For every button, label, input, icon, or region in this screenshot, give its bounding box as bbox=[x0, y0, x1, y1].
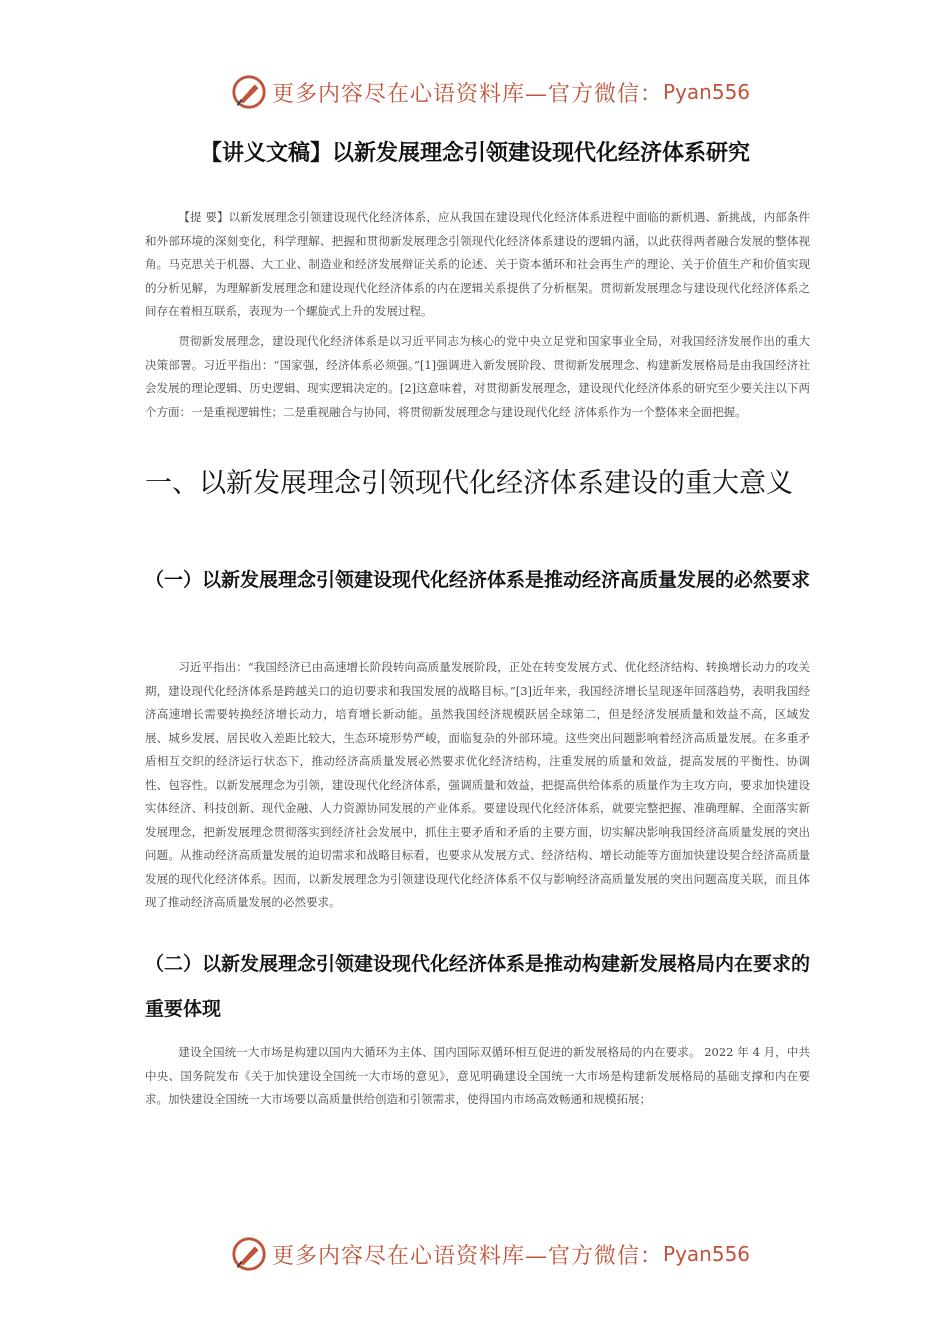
section-heading-1: 一、以新发展理念引领现代化经济体系建设的重大意义 bbox=[145, 468, 793, 499]
subsection-1-body: 习近平指出：“我国经济已由高速增长阶段转向高质量发展阶段，正处在转变发展方式、优化经济结构、转换增长动力的攻关期，建设现代化经济体系是跨越关口的迫切要求和我国发展的战略目标。”[3]近年来，我国经济增长呈现逐年回落趋势，表明我国经济高速增长需要转换经济增长动力，培育增长新动能。虽然我国经济规模跃居全球第二，但是经济发展质量和效益不高，区域发展、城乡发展、居民收入差距比较大，生态环境形势严峻，面临复杂的外部环境。这些突出问题影响着经济高质量发展。在多重矛盾相互交织的经济运行状态下，推动经济高质量发展必然要求优化经济结构，注重发展的质量和效益，提高发展的平衡性、协调性、包容性。以新发展理念为引领，建设现代化经济体系，强调质量和效益，把提高供给体系的质量作为主攻方向，要求加快建设实体经济、科技创新、现代金融、人力资源协同发展的产业体系。要建设现代化经济体系，就要完整把握、准确理解、全面落实新发展理念，把新发展理念贯彻落实到经济社会发展中，抓住主要矛盾和矛盾的主要方面，切实解决影响我国经济高质量发展的突出问题。从推动经济高质量发展的迫切需求和战略目标看，也要求从发展方式、经济结构、增长动能等方面加快建设契合经济高质量发展的现代化经济体系。因而，以新发展理念为引领建设现代化经济体系不仅与影响经济高质量发展的突出问题高度关联，而且体现了推动经济高质量发展的必然要求。 bbox=[145, 660, 810, 909]
watermark-wechat: Pyan556 bbox=[663, 80, 751, 104]
pen-logo-icon bbox=[230, 1235, 268, 1273]
subsection-heading-2: （二）以新发展理念引领建设现代化经济体系是推动构建新发展格局内在要求的重要体现 bbox=[145, 953, 811, 1020]
subsection-2-body: 建设全国统一大市场是构建以国内大循环为主体、国内国际双循环相互促进的新发展格局的内在要求。 2022 年 4 月，中共中央、国务院发布《关于加快建设全国统一大市场的意见》，意见明确建设全国统一大市场是构建新发展格局的基础支撑和内在要求。加快建设全国统一大市场要以高质量供给创造和引领需求，使得国内市场高效畅通和规模拓展； bbox=[145, 1045, 810, 1106]
pen-logo-icon bbox=[230, 73, 268, 111]
document-title: 【讲义文稿】以新发展理念引领建设现代化经济体系研究 bbox=[199, 141, 750, 166]
subsection-heading-1: （一）以新发展理念引领建设现代化经济体系是推动经济高质量发展的必然要求 bbox=[145, 569, 811, 591]
watermark-text: 更多内容尽在心语资料库—官方微信： bbox=[272, 81, 664, 107]
watermark-text: 更多内容尽在心语资料库—官方微信： bbox=[272, 1243, 664, 1269]
watermark-banner-top bbox=[230, 72, 750, 112]
watermark-wechat: Pyan556 bbox=[663, 1242, 751, 1266]
watermark-banner-bottom bbox=[230, 1234, 750, 1274]
abstract-paragraph: 【提 要】以新发展理念引领建设现代化经济体系，应从我国在建设现代化经济体系进程中面临的新机遇、新挑战，内部条件和外部环境的深刻变化，科学理解、把握和贯彻新发展理念引领现代化经济体系建设的逻辑内涵，以此获得两者融合发展的整体视角。马克思关于机器、大工业、制造业和经济发展辩证关系的论述、关于资本循环和社会再生产的理论、关于价值生产和价值实现的分析见解，为理解新发展理念和建设现代化经济体系的内在逻辑关系提供了分析框架。贯彻新发展理念与建设现代化经济体系之间存在着相互联系，表现为一个螺旋式上升的发展过程。 bbox=[145, 210, 810, 318]
intro-paragraph: 贯彻新发展理念，建设现代化经济体系是以习近平同志为核心的党中央立足党和国家事业全局，对我国经济发展作出的重大决策部署。习近平指出：“国家强，经济体系必须强。”[1]强调进入新发展阶段、贯彻新发展理念、构建新发展格局是由我国经济社会发展的理论逻辑、历史逻辑、现实逻辑决定的。[2]这意味着，对贯彻新发展理念，建设现代化经济体系的研究至少要关注以下两个方面：一是重视逻辑性；二是重视融合与协同，将贯彻新发展理念与建设现代化经 济体系作为一个整体来全面把握。 bbox=[145, 334, 810, 419]
